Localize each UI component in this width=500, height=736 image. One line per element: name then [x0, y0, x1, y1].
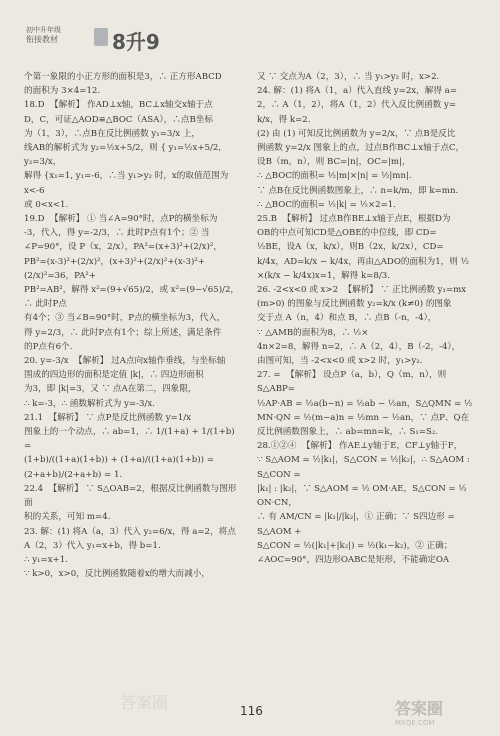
text-line: S△CON = ½(|k₁|+|k₂|) = ½(k₁−k₂)，② 正确； [257, 540, 453, 551]
text-line: k/x，得 k=2. [257, 114, 311, 125]
text-line: 反比例函数图象上，∴ ab=mn=k，∴ S₁=S₂. [257, 427, 439, 438]
text-line: ∠P=90°，设 P（x，2/x），PA²=(x+3)²+(2/x)²， [24, 242, 222, 253]
text-line: 例函数 y=2/x 图象上的点，过点B作BC⊥x轴于点C， [257, 143, 465, 154]
text-line: ½BE，设A（x，k/x），则B（2x，k/2x），CD= [257, 242, 444, 253]
text-line: 19.D 【解析】 ① 当∠A=90°时，点P的横坐标为 [24, 214, 218, 225]
text-line: 线AB的解析式为 y₂=½x+5/2，则 { y₁=½x+5/2, y₂=3/x， [24, 143, 224, 168]
text-line: 2，∴ A（1，2），将A（1，2）代入反比例函数 y= [257, 100, 457, 111]
text-line: MN·QN = ½(m−a)n = ½mn − ½an，∵ 点P、Q在 [257, 412, 470, 423]
text-line: A（2，3）代入 y₁=x+b，得 b=1. [24, 540, 161, 551]
text-line: 设B（m，n），则 BC=|n|，OC=|m|， [257, 157, 411, 168]
text-line: 22.4 【解析】 ∵ S△OAB=2，根据反比例函数与图形面 [24, 483, 237, 509]
text-line: (m>0) 的图象与反比例函数 y₂=k/x (k≠0) 的图象 [257, 299, 452, 310]
watermark-logo-title: 答案圈 [395, 699, 444, 718]
text-line: ×(k/x − k/4x)x=1，解得 k=8/3. [257, 270, 390, 281]
text-line: 交于点 A（n，4）和点 B，∴ 点B（-n，-4）， [257, 313, 437, 324]
text-line: -3，代入，得 y=-2/3，∴ 此时P点有1个；② 当 [24, 228, 210, 239]
text-line: 的面积为 3×4=12. [24, 86, 101, 97]
text-line: 24. 解：(1) 将A（1，a）代入直线 y=2x，解得 a= [257, 86, 457, 97]
text-line: 的P点有6个. [24, 341, 73, 352]
text-line: 28.①②④ 【解析】 作AE⊥y轴于E，CF⊥y轴于F， [257, 441, 463, 452]
text-line: (2) 由 (1) 可知反比例函数为 y=2/x，∵ 点B是反比 [257, 128, 456, 139]
text-line: ∵ S△AOM = ½|k₁|，S△CON = ½|k₂|，∴ S△AOM : S△CON = [257, 455, 473, 480]
text-line: ∵ 点B在反比例函数图象上，∴ n=k/m，即 k=mn. [257, 185, 459, 196]
page-number: 116 [240, 704, 263, 718]
text-line: PB²=(x-3)²+(2/x)²，(x+3)²+(2/x)²+(x-3)²+(2/x)²=36，PA²+ [24, 256, 205, 281]
left-column [24, 70, 242, 581]
text-line: 有4个；③ 当∠B=90°时，P点的横坐标为3，代入， [24, 313, 226, 324]
text-line: 解得 {x₁=1, y₁=-6，∴当 y₁>y₂ 时，x的取值范围为 x<-6 [24, 171, 232, 196]
text-line: 27. = 【解析】 设点P（a，b），Q（m，n），则 S△ABP= [257, 370, 449, 395]
text-line: 个第一象限的小正方形的面积是3，∴ 正方形ABCD [24, 72, 222, 82]
text-line: 20. y=-3/x 【解析】 过A点向x轴作垂线，与坐标轴 [24, 356, 226, 367]
text-line: ∴ k=-3，∴ 函数解析式为 y=-3/x. [24, 398, 155, 409]
text-line: ∴ y₁=x+1. [24, 554, 68, 565]
text-line: 26. -2<x<0 或 x>2 【解析】 ∵ 正比例函数 y₁=mx [257, 285, 467, 296]
text-line: ∴ △BOC的面积= ½|k| = ½×2=1. [257, 199, 397, 210]
text-line: 23. 解：(1) 将A（a，3）代入 y₂=6/x，得 a=2，将点 [24, 526, 236, 537]
text-line: 4n×2=8，解得 n=2，∴ A（2，4），B（-2，-4）， [257, 341, 461, 352]
text-line: ½AP·AB = ½a(b−n) = ½ab − ½an，S△QMN = ½ [257, 398, 473, 409]
text-line: 18.D 【解析】 作AD⊥x轴，BC⊥x轴交x轴于点 [24, 100, 213, 111]
text-line: 得 y=2/3，∴ 此时P点有1个；综上所述，满足条件 [24, 327, 222, 338]
text-line: 围成的四边形的面积是定值 |k|，∴ 四边形面积 [24, 370, 204, 381]
text-line: ∵ k>0，x>0，反比例函数随着x的增大而减小， [24, 569, 210, 580]
text-line: (1+b)/((1+a)(1+b)) + (1+a)/((1+a)(1+b)) = (2+a+b)/(2+a+b) = 1. [24, 455, 217, 480]
subject-logo-icon [94, 28, 108, 46]
text-line: 21.1 【解析】 ∵ 点P是反比例函数 y=1/x [24, 412, 191, 423]
text-line: 由图可知，当 -2<x<0 或 x>2 时，y₁>y₂. [257, 356, 423, 367]
header-series-text: 衔接教材 [26, 35, 58, 44]
text-line: 为3，即 |k|=3，又 ∵ 点A在第二，四象限， [24, 384, 197, 395]
text-line: |k₁| : |k₂|，∵ S△AOM = ½ OM·AE，S△CON = ½ ON·CN， [257, 483, 470, 509]
text-line: 25.B 【解析】 过点B作BE⊥x轴于点E，根据D为 [257, 214, 451, 225]
text-line: 为（1，3），∴点B在反比例函数 y₁=3/x 上， [24, 128, 201, 139]
text-line: ∴ △BOC的面积= ½|m|×|n| = ½|mn|. [257, 171, 412, 182]
watermark-left: 答案圈 [120, 693, 169, 712]
text-line: D，C，可证△AOD≌△BOC（ASA），∴点B坐标 [24, 114, 213, 125]
header-grade-text: 初中升年级 [26, 26, 61, 34]
header-title: 8升9 [112, 30, 160, 54]
text-line: ∵ △AMB的面积为8，∴ ½× [257, 327, 369, 338]
text-line: k/4x，AD=k/x − k/4x，再由△ADO的面积为1，则 ½ [257, 256, 469, 267]
text-line: 积的关系，可知 m=4. [24, 512, 111, 523]
text-line: 又 ∵ 交点为A（2，3），∴ 当 y₁>y₂ 时，x>2. [257, 72, 440, 82]
right-column [257, 70, 479, 567]
watermark-logo [395, 696, 485, 732]
text-line: 或 0<x<1. [24, 199, 69, 210]
text-line: OB的中点可知CD是△OBE的中位线，即 CD= [257, 228, 437, 239]
text-line: ∴ 有 AM/CN = |k₁|/|k₂|，① 正确；∵ S四边形 = S△AOM + [257, 512, 458, 537]
page-header [26, 26, 276, 58]
text-line: PB²=AB²，解得 x²=(9+√65)/2，或 x²=(9−√65)/2，∴ 此时P点 [24, 285, 240, 310]
text-line: 图象上的一个动点，∴ ab=1，∴ 1/(1+a) + 1/(1+b) = [24, 427, 238, 452]
watermark-logo-url: MXQE.COM [395, 719, 435, 727]
text-line: ∠AOC=90°，四边形OABC是矩形，不能确定OA [257, 554, 450, 565]
